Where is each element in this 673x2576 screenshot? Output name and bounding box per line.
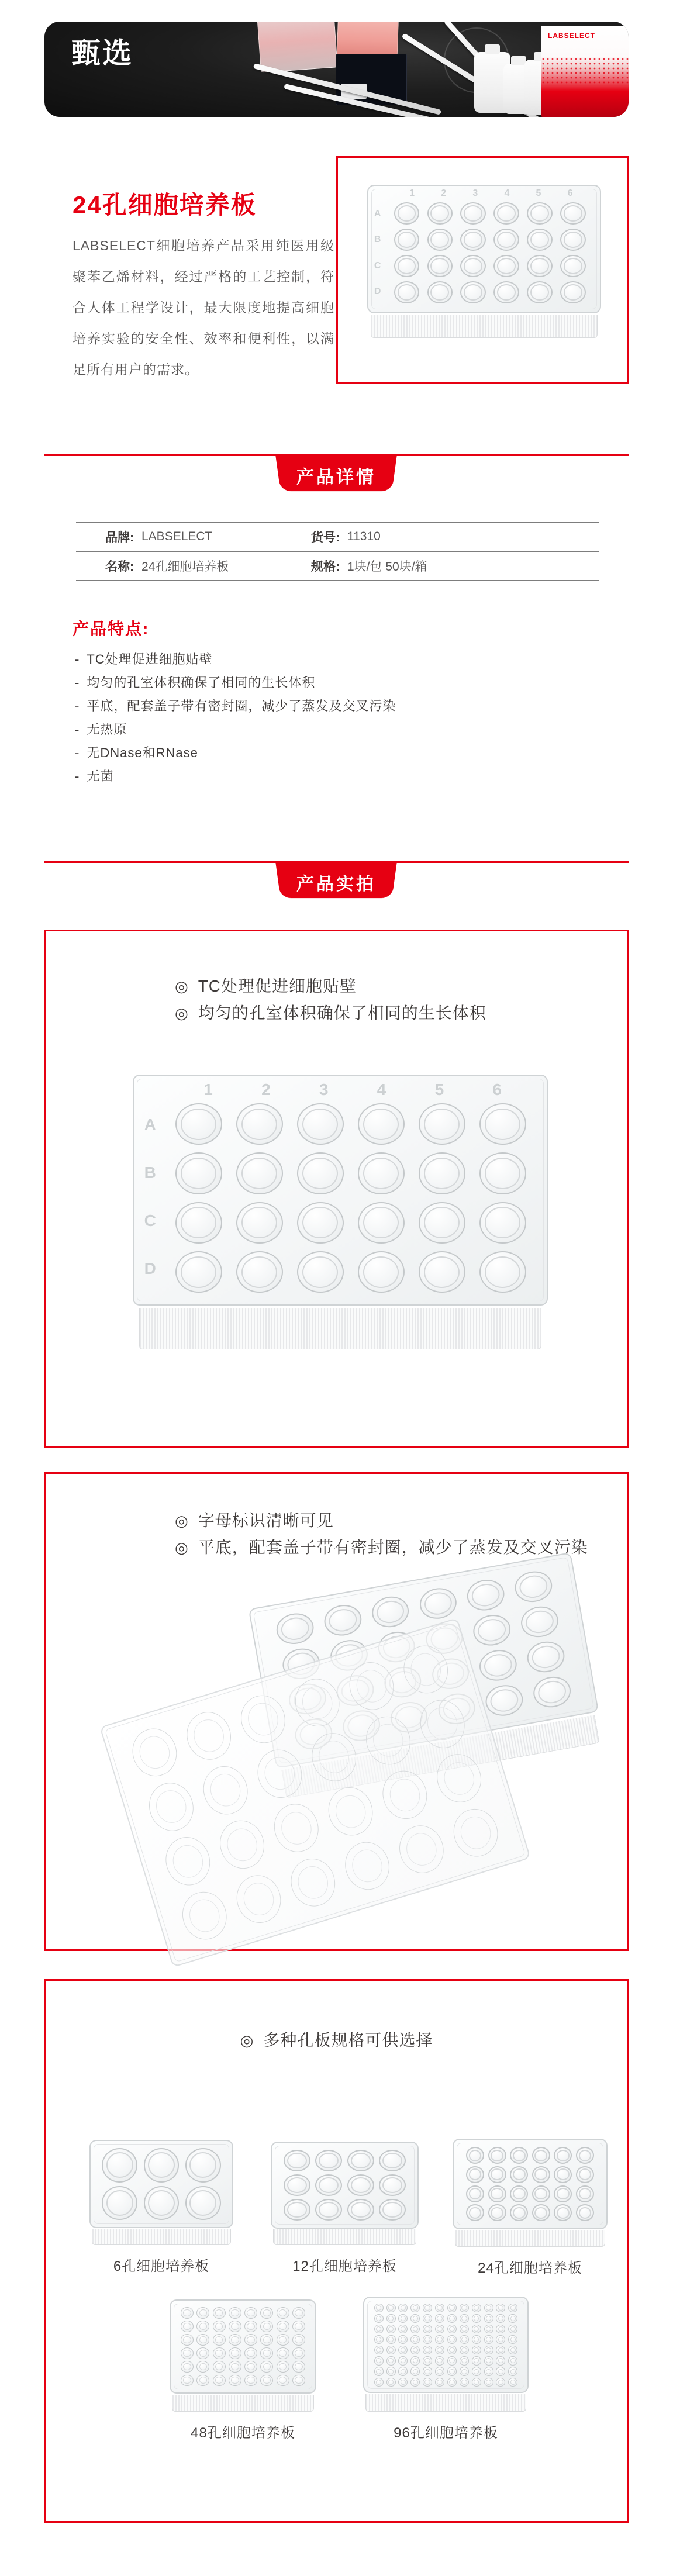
bullet-text: 字母标识清晰可见 (198, 1511, 334, 1529)
kit-box-brand-text: LABSELECT (548, 31, 595, 40)
section-tab-title: 产品实拍 (296, 874, 376, 894)
photo-box-bullets (175, 1508, 588, 1562)
bullseye-bullet-icon: ◎ (240, 2032, 254, 2049)
plate-label: 12孔细胞培养板 (292, 2259, 397, 2274)
plate-label: 24孔细胞培养板 (478, 2260, 582, 2276)
product-photo-24well-plate-small (453, 2139, 608, 2247)
plate-skirt (92, 2229, 232, 2245)
page-title: 24孔细胞培养板 (73, 191, 257, 219)
bullseye-bullet-icon: ◎ (175, 1004, 189, 1022)
brand-banner (44, 22, 629, 117)
product-photo-24well-plate-top (133, 1075, 548, 1349)
list-item (75, 671, 396, 695)
feature-text: TC处理促进细胞贴壁 (87, 652, 213, 667)
feature-text: 无热原 (87, 722, 127, 737)
dash-bullet-icon: - (75, 699, 80, 713)
table-row (76, 552, 599, 581)
heading-text: 多种孔板规格可供选择 (263, 2031, 433, 2049)
feature-text: 均匀的孔室体积确保了相同的生长体积 (87, 675, 316, 690)
photo-box-top-view (44, 930, 629, 1448)
plate-column-labels: 1 2 3 4 5 6 (409, 188, 573, 199)
plate-row-labels: A B C D (374, 209, 381, 296)
well-grid (181, 2307, 305, 2386)
plate-range-heading (46, 2028, 627, 2051)
section-tab-title: 产品详情 (296, 467, 376, 487)
list-item (75, 765, 396, 788)
plate-skirt (455, 2230, 605, 2247)
product-description: LABSELECT细胞培养产品采用纯医用级聚苯乙烯材料，经过严格的工艺控制，符合人体工程学设计，最大限度地提高细胞培养实验的安全性、效率和便利性，以满足所有用户的需求。 (73, 238, 334, 377)
table-row (76, 523, 599, 552)
bullet-text: 平底，配套盖子带有密封圈，减少了蒸发及交叉污染 (198, 1538, 588, 1556)
plate-skirt (172, 2395, 315, 2412)
well-grid (127, 1640, 504, 1945)
plate-skirt (365, 2394, 526, 2412)
plate-column-labels: 1 2 3 4 5 6 (203, 1080, 502, 1099)
plate-skirt (371, 315, 598, 338)
list-item (75, 718, 396, 741)
product-image-frame (336, 156, 629, 384)
photo-box-angled-view (44, 1472, 629, 1951)
dash-bullet-icon: - (75, 722, 80, 737)
well-grid (102, 2148, 220, 2221)
well-grid (394, 202, 586, 303)
spec-label: 货号: (311, 531, 340, 544)
plate-label: 96孔细胞培养板 (394, 2425, 498, 2441)
list-item (75, 741, 396, 765)
list-item (75, 648, 396, 671)
spec-table (76, 522, 599, 581)
plate-deck (367, 185, 601, 313)
spec-label: 名称: (105, 560, 134, 574)
banner-photo-collage (243, 22, 629, 117)
list-item (75, 695, 396, 718)
product-photo-96well-plate (363, 2297, 529, 2412)
plate-skirt (139, 1308, 542, 1350)
bullet-text: TC处理促进细胞贴壁 (198, 977, 357, 995)
plate-skirt (273, 2229, 416, 2245)
plate-card-24well (441, 2139, 619, 2277)
feature-text: 无DNase和RNase (87, 745, 198, 760)
list-item (175, 1535, 588, 1560)
bullseye-bullet-icon: ◎ (175, 978, 189, 995)
spec-value: LABSELECT (141, 530, 213, 543)
spec-value: 1块/包 50块/箱 (347, 560, 427, 574)
plate-deck (89, 2140, 233, 2228)
plate-row-labels: A B C D (144, 1116, 156, 1278)
section-tab-details (275, 454, 397, 496)
dash-bullet-icon: - (75, 675, 80, 690)
product-photo-12well-plate (271, 2142, 419, 2245)
product-photo-plate-lid (99, 1618, 531, 1967)
product-photo-24well-plate (367, 185, 601, 338)
plate-label: 48孔细胞培养板 (191, 2425, 295, 2441)
spec-value: 24孔细胞培养板 (141, 560, 229, 574)
plate-card-48well (158, 2299, 328, 2442)
plate-deck (271, 2142, 419, 2229)
well-grid (374, 2304, 518, 2387)
bullseye-bullet-icon: ◎ (175, 1539, 189, 1556)
features-list (75, 648, 396, 788)
list-item (175, 1508, 588, 1534)
well-grid (175, 1103, 526, 1293)
plate-deck (170, 2299, 316, 2394)
plate-deck (133, 1075, 548, 1306)
dash-bullet-icon: - (75, 745, 80, 760)
plate-lid-surface (99, 1618, 531, 1967)
well-grid (466, 2147, 594, 2221)
feature-text: 平底，配套盖子带有密封圈，减少了蒸发及交叉污染 (87, 699, 396, 713)
feature-text: 无菌 (87, 769, 114, 783)
photo-box-bullets (175, 973, 486, 1027)
plate-deck (363, 2297, 529, 2393)
bullet-text: 均匀的孔室体积确保了相同的生长体积 (198, 1004, 486, 1022)
plate-card-12well (259, 2142, 430, 2275)
list-item (175, 1000, 486, 1026)
bullseye-bullet-icon: ◎ (175, 1512, 189, 1529)
dash-bullet-icon: - (75, 652, 80, 667)
plate-deck (453, 2139, 608, 2229)
spec-value: 11310 (347, 530, 381, 543)
photo-box-plate-range (44, 1979, 629, 2523)
product-photo-6well-plate (89, 2140, 233, 2245)
section-tab-photos (275, 861, 397, 903)
list-item (175, 973, 486, 999)
features-title: 产品特点: (73, 620, 150, 638)
plate-card-6well (78, 2140, 245, 2275)
well-grid (284, 2150, 406, 2221)
product-photo-48well-plate (170, 2299, 316, 2412)
plate-label: 6孔细胞培养板 (113, 2259, 210, 2274)
spec-label: 规格: (311, 560, 340, 574)
dash-bullet-icon: - (75, 769, 80, 783)
spec-label: 品牌: (105, 531, 134, 544)
kit-box-pattern (541, 57, 629, 84)
brand-logo: 甄选 (71, 37, 133, 70)
pipette-tip-box-icon (256, 22, 337, 72)
plate-card-96well (351, 2297, 540, 2442)
kit-box-icon (541, 26, 629, 117)
